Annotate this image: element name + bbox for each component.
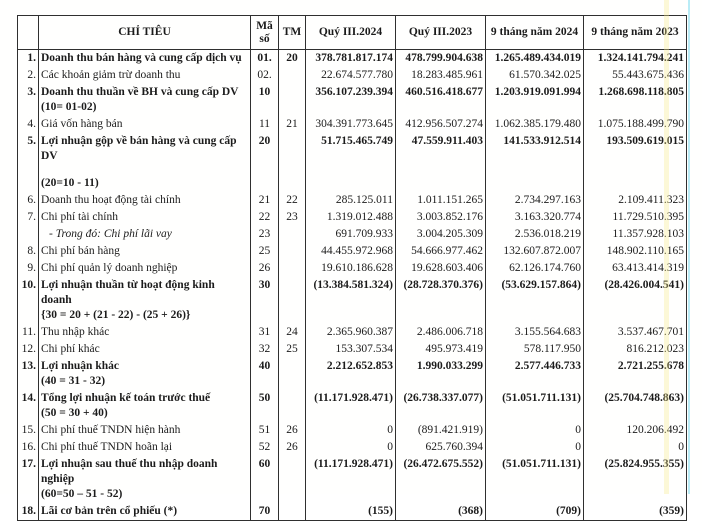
cell-q3-2023: 1.011.151.265 bbox=[396, 192, 486, 209]
table-row bbox=[18, 116, 687, 133]
row-label: Lợi nhuận thuần từ hoạt động kinh doanh {30 = 20 + (21 - 22) - (25 + 26)} bbox=[39, 277, 251, 324]
cell-9m-2023: 55.443.675.436 bbox=[584, 67, 687, 84]
row-code: 01. bbox=[251, 50, 279, 68]
table-row bbox=[18, 67, 687, 84]
row-number: 7. bbox=[18, 209, 39, 226]
cell-q3-2023: 460.516.418.677 bbox=[396, 84, 486, 116]
row-code: 51 bbox=[251, 422, 279, 439]
cell-9m-2023: 2.109.411.323 bbox=[584, 192, 687, 209]
header-tm: TM bbox=[279, 16, 306, 50]
table-row bbox=[18, 503, 687, 521]
row-formula: (60=50 – 51 - 52) bbox=[41, 488, 123, 500]
row-label: Lãi cơ bản trên cổ phiếu (*) bbox=[39, 503, 251, 521]
row-code: 31 bbox=[251, 324, 279, 341]
row-tm bbox=[279, 503, 306, 521]
cell-9m-2023: (25.824.955.355) bbox=[584, 456, 687, 503]
row-tm bbox=[279, 226, 306, 243]
cell-9m-2023: 1.268.698.118.805 bbox=[584, 84, 687, 116]
cell-q3-2023: 1.990.033.299 bbox=[396, 358, 486, 390]
row-number: 9. bbox=[18, 260, 39, 277]
cell-9m-2023: (25.704.748.863) bbox=[584, 390, 687, 422]
cell-q3-2023: 18.283.485.961 bbox=[396, 67, 486, 84]
row-number: 14. bbox=[18, 390, 39, 422]
cell-q3-2023: (26.738.337.077) bbox=[396, 390, 486, 422]
row-label: Chi phí thuế TNDN hiện hành bbox=[39, 422, 251, 439]
row-number: 18. bbox=[18, 503, 39, 521]
header-ma-so: Mã số bbox=[251, 16, 279, 50]
cell-q3-2024: 2.212.652.853 bbox=[306, 358, 396, 390]
cell-q3-2023: 3.004.205.309 bbox=[396, 226, 486, 243]
cell-9m-2024: 2.577.446.733 bbox=[486, 358, 584, 390]
row-tm: 22 bbox=[279, 192, 306, 209]
row-label: Các khoản giảm trừ doanh thu bbox=[39, 67, 251, 84]
cell-q3-2024: 304.391.773.645 bbox=[306, 116, 396, 133]
cell-q3-2024: (11.171.928.471) bbox=[306, 390, 396, 422]
header-quy-iii-2023: Quý III.2023 bbox=[396, 16, 486, 50]
cell-9m-2023: 11.357.928.103 bbox=[584, 226, 687, 243]
row-code: 02. bbox=[251, 67, 279, 84]
row-code: 70 bbox=[251, 503, 279, 521]
cell-q3-2023: 3.003.852.176 bbox=[396, 209, 486, 226]
table-row bbox=[18, 324, 687, 341]
row-label: Doanh thu hoạt động tài chính bbox=[39, 192, 251, 209]
table-row bbox=[18, 358, 687, 390]
row-label: Lợi nhuận sau thuế thu nhập doanh nghiệp (60=50 – 51 - 52) bbox=[39, 456, 251, 503]
row-number: 16. bbox=[18, 439, 39, 456]
row-number: 12. bbox=[18, 341, 39, 358]
row-tm: 21 bbox=[279, 116, 306, 133]
row-label: Chi phí thuế TNDN hoãn lại bbox=[39, 439, 251, 456]
cell-9m-2024: (51.051.711.131) bbox=[486, 390, 584, 422]
cell-9m-2024: 578.117.950 bbox=[486, 341, 584, 358]
row-tm bbox=[279, 67, 306, 84]
cell-9m-2024: 62.126.174.760 bbox=[486, 260, 584, 277]
cell-9m-2024: 1.265.489.434.019 bbox=[486, 50, 584, 68]
cell-q3-2024: 51.715.465.749 bbox=[306, 133, 396, 192]
table-row bbox=[18, 133, 687, 192]
table-row bbox=[18, 226, 687, 243]
row-number: 8. bbox=[18, 243, 39, 260]
cell-9m-2024: 141.533.912.514 bbox=[486, 133, 584, 192]
row-code: 52 bbox=[251, 439, 279, 456]
table-header-row bbox=[18, 16, 687, 50]
row-number: 2. bbox=[18, 67, 39, 84]
row-number: 1. bbox=[18, 50, 39, 68]
row-formula: (40 = 31 - 32) bbox=[41, 375, 106, 387]
cell-q3-2024: 0 bbox=[306, 439, 396, 456]
income-statement-table bbox=[17, 15, 687, 521]
row-number: 4. bbox=[18, 116, 39, 133]
table-row bbox=[18, 422, 687, 439]
row-tm bbox=[279, 390, 306, 422]
cell-q3-2024: 2.365.960.387 bbox=[306, 324, 396, 341]
cell-q3-2024: 44.455.972.968 bbox=[306, 243, 396, 260]
cell-q3-2023: (891.421.919) bbox=[396, 422, 486, 439]
cell-9m-2024: 2.734.297.163 bbox=[486, 192, 584, 209]
table-row bbox=[18, 439, 687, 456]
row-code: 32 bbox=[251, 341, 279, 358]
row-number: 3. bbox=[18, 84, 39, 116]
cell-9m-2023: 63.413.414.319 bbox=[584, 260, 687, 277]
table-row bbox=[18, 456, 687, 503]
cell-9m-2023: 2.721.255.678 bbox=[584, 358, 687, 390]
cell-9m-2024: 3.155.564.683 bbox=[486, 324, 584, 341]
cell-q3-2023: 2.486.006.718 bbox=[396, 324, 486, 341]
cell-9m-2024: 61.570.342.025 bbox=[486, 67, 584, 84]
cell-q3-2023: 19.628.603.406 bbox=[396, 260, 486, 277]
cell-q3-2023: 495.973.419 bbox=[396, 341, 486, 358]
table-row bbox=[18, 277, 687, 324]
cell-q3-2023: 54.666.977.462 bbox=[396, 243, 486, 260]
header-chi-tieu: CHỈ TIÊU bbox=[39, 16, 251, 50]
row-tm bbox=[279, 277, 306, 324]
row-code: 26 bbox=[251, 260, 279, 277]
cell-9m-2023: 11.729.510.395 bbox=[584, 209, 687, 226]
row-label: - Trong đó: Chi phí lãi vay bbox=[39, 226, 251, 243]
cell-q3-2024: (11.171.928.471) bbox=[306, 456, 396, 503]
row-number: 13. bbox=[18, 358, 39, 390]
cell-q3-2023: 478.799.904.638 bbox=[396, 50, 486, 68]
row-code: 30 bbox=[251, 277, 279, 324]
row-label: Chi phí quản lý doanh nghiệp bbox=[39, 260, 251, 277]
cell-9m-2024: 2.536.018.219 bbox=[486, 226, 584, 243]
table-row bbox=[18, 260, 687, 277]
row-tm: 25 bbox=[279, 341, 306, 358]
row-tm: 26 bbox=[279, 439, 306, 456]
row-number: 10. bbox=[18, 277, 39, 324]
row-tm bbox=[279, 456, 306, 503]
cell-9m-2023: 816.212.023 bbox=[584, 341, 687, 358]
row-label: Giá vốn hàng bán bbox=[39, 116, 251, 133]
row-code: 21 bbox=[251, 192, 279, 209]
cell-q3-2024: 22.674.577.780 bbox=[306, 67, 396, 84]
row-label: Tổng lợi nhuận kế toán trước thuế (50 = 30 + 40) bbox=[39, 390, 251, 422]
cell-q3-2024: 1.319.012.488 bbox=[306, 209, 396, 226]
cell-9m-2023: 1.324.141.794.241 bbox=[584, 50, 687, 68]
cell-q3-2023: (26.472.675.552) bbox=[396, 456, 486, 503]
table-row bbox=[18, 390, 687, 422]
row-tm bbox=[279, 358, 306, 390]
cell-9m-2023: 0 bbox=[584, 439, 687, 456]
row-label: Chi phí bán hàng bbox=[39, 243, 251, 260]
cell-9m-2023: 3.537.467.701 bbox=[584, 324, 687, 341]
row-code: 23 bbox=[251, 226, 279, 243]
cell-q3-2024: 691.709.933 bbox=[306, 226, 396, 243]
cell-9m-2024: 0 bbox=[486, 422, 584, 439]
cell-q3-2024: 0 bbox=[306, 422, 396, 439]
row-formula: (50 = 30 + 40) bbox=[41, 407, 108, 419]
cell-q3-2023: (28.728.370.376) bbox=[396, 277, 486, 324]
cell-9m-2024: 1.203.919.091.994 bbox=[486, 84, 584, 116]
cell-9m-2023: (28.426.004.541) bbox=[584, 277, 687, 324]
row-tm: 24 bbox=[279, 324, 306, 341]
cell-9m-2024: (51.051.711.131) bbox=[486, 456, 584, 503]
row-label: Thu nhập khác bbox=[39, 324, 251, 341]
row-code: 25 bbox=[251, 243, 279, 260]
cell-9m-2024: 132.607.872.007 bbox=[486, 243, 584, 260]
row-code: 40 bbox=[251, 358, 279, 390]
row-formula: {30 = 20 + (21 - 22) - (25 + 26)} bbox=[41, 309, 191, 321]
header-9-thang-2024: 9 tháng năm 2024 bbox=[486, 16, 584, 50]
row-code: 10 bbox=[251, 84, 279, 116]
cell-q3-2024: 356.107.239.394 bbox=[306, 84, 396, 116]
cell-9m-2024: 1.062.385.179.480 bbox=[486, 116, 584, 133]
row-number: 15. bbox=[18, 422, 39, 439]
row-label: Chi phí khác bbox=[39, 341, 251, 358]
row-label: Doanh thu thuần về BH và cung cấp DV (10= 01-02) bbox=[39, 84, 251, 116]
scan-artifact-cyan-stripe bbox=[688, 0, 690, 494]
row-code: 60 bbox=[251, 456, 279, 503]
row-number: 5. bbox=[18, 133, 39, 192]
table-row bbox=[18, 192, 687, 209]
row-label: Chi phí tài chính bbox=[39, 209, 251, 226]
cell-q3-2024: (13.384.581.324) bbox=[306, 277, 396, 324]
table-row bbox=[18, 209, 687, 226]
row-number: 6. bbox=[18, 192, 39, 209]
row-number: 11. bbox=[18, 324, 39, 341]
header-row-number bbox=[18, 16, 39, 50]
row-label: Lợi nhuận gộp về bán hàng và cung cấp DV (20=10 - 11) bbox=[39, 133, 251, 192]
cell-9m-2023: (359) bbox=[584, 503, 687, 521]
row-code: 22 bbox=[251, 209, 279, 226]
table-body bbox=[18, 50, 687, 521]
cell-q3-2024: 285.125.011 bbox=[306, 192, 396, 209]
cell-q3-2024: 19.610.186.628 bbox=[306, 260, 396, 277]
row-number bbox=[18, 226, 39, 243]
cell-q3-2023: (368) bbox=[396, 503, 486, 521]
cell-q3-2023: 412.956.507.274 bbox=[396, 116, 486, 133]
cell-q3-2024: 378.781.817.174 bbox=[306, 50, 396, 68]
row-tm bbox=[279, 84, 306, 116]
row-tm bbox=[279, 260, 306, 277]
row-tm: 26 bbox=[279, 422, 306, 439]
cell-9m-2023: 120.206.492 bbox=[584, 422, 687, 439]
row-code: 20 bbox=[251, 133, 279, 192]
cell-9m-2023: 193.509.619.015 bbox=[584, 133, 687, 192]
row-label: Lợi nhuận khác (40 = 31 - 32) bbox=[39, 358, 251, 390]
cell-q3-2023: 625.760.394 bbox=[396, 439, 486, 456]
row-code: 50 bbox=[251, 390, 279, 422]
row-code: 11 bbox=[251, 116, 279, 133]
cell-9m-2024: 0 bbox=[486, 439, 584, 456]
cell-q3-2024: 153.307.534 bbox=[306, 341, 396, 358]
header-9-thang-2023: 9 tháng năm 2023 bbox=[584, 16, 687, 50]
row-number: 17. bbox=[18, 456, 39, 503]
row-label: Doanh thu bán hàng và cung cấp dịch vụ bbox=[39, 50, 251, 68]
cell-9m-2024: 3.163.320.774 bbox=[486, 209, 584, 226]
table-row bbox=[18, 84, 687, 116]
cell-q3-2024: (155) bbox=[306, 503, 396, 521]
table-row bbox=[18, 50, 687, 68]
table-row bbox=[18, 341, 687, 358]
table-row bbox=[18, 243, 687, 260]
row-formula: (20=10 - 11) bbox=[41, 177, 99, 189]
row-tm bbox=[279, 243, 306, 260]
row-tm bbox=[279, 133, 306, 192]
cell-9m-2023: 148.902.110.165 bbox=[584, 243, 687, 260]
cell-9m-2024: (709) bbox=[486, 503, 584, 521]
cell-q3-2023: 47.559.911.403 bbox=[396, 133, 486, 192]
header-quy-iii-2024: Quý III.2024 bbox=[306, 16, 396, 50]
row-tm: 23 bbox=[279, 209, 306, 226]
cell-9m-2024: (53.629.157.864) bbox=[486, 277, 584, 324]
row-tm: 20 bbox=[279, 50, 306, 68]
cell-9m-2023: 1.075.188.499.790 bbox=[584, 116, 687, 133]
row-formula: (10= 01-02) bbox=[41, 101, 97, 113]
